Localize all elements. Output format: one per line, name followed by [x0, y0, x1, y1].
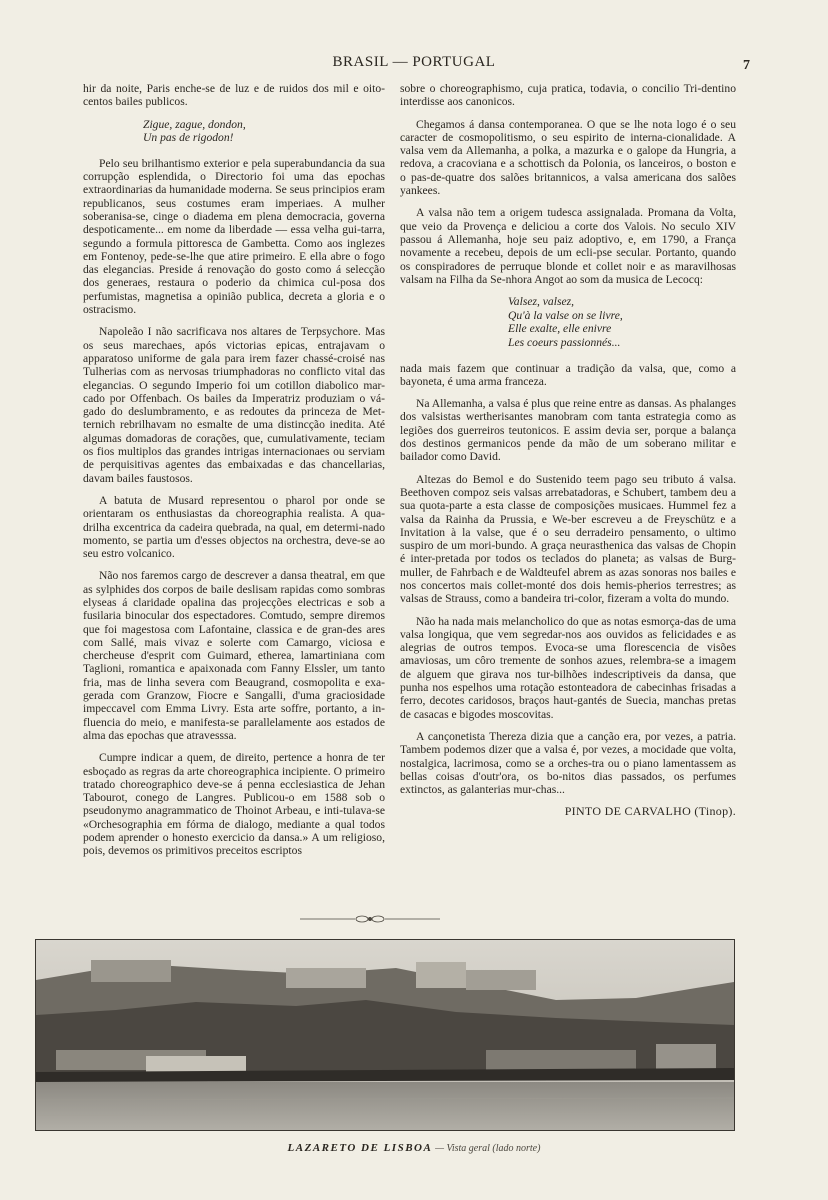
author-signature: PINTO DE CARVALHO (Tinop). [564, 804, 736, 819]
paragraph: A batuta de Musard representou o pharol por onde se orientaram os enthusiastas da choreographia realista. A qua-drilha excentrica da cadeira quebrada, na qual, em determi-nado momento, se partia um d'esses objectos na orchestra, deve-se ao seu estro volcanico. [83, 493, 385, 561]
verse-quote [400, 295, 736, 349]
caption-subtitle: — Vista geral (lado norte) [435, 1143, 541, 1154]
paragraph: Altezas do Bemol e do Sustenido teem pago seu tributo á valsa. Beethoven compoz seis valsas arrebatadoras, e Schubert, tambem deu a sua quota-parte a esta classe de composições musicaes. Hummel fez a valsa da Rainha da Prussia, e We-ber escreveu a de Freyschütz e a Invitation à la valse, que é o seu derradeiro pensamento, o ultimo suspiro de um mori-bundo. A graça neurasthenica das valsas de Chopin é inter-pretada por todos os teclados do planeta; as valsas de Burg-muller, de Fahrbach e de Waldteufel abrem as azas sonoras nos bailes e nos concertos mais collet-monté dos dois hemis-pherios terrestres; as valsas de Strauss, como a bandeira tri-color, fizeram a volta do mundo. [400, 472, 736, 606]
verse-line: Elle exalte, elle enivre [508, 322, 612, 336]
verse-line: Un pas de rigodon! [143, 131, 234, 145]
divider-ornament [300, 911, 440, 921]
paragraph: Na Allemanha, a valsa é plus que reine entre as dansas. As phalanges dos valsistas wertherisantes manobram com tanta estrategia como as legiões dos guerreiros teutonicos. E assim devia ser, porque a balança dos destinos germanicos pende da mão de um soberano militar e bailador como David. [400, 397, 737, 464]
verse-line: Zigue, zague, dondon, [143, 117, 246, 131]
verse-line: Valsez, valsez, [508, 295, 575, 309]
verse-quote [83, 118, 385, 145]
paragraph: hir da noite, Paris enche-se de luz e de ruidos dos mil e oito-centos bailes publicos. [83, 82, 385, 109]
verse-line: Les coeurs passionnés... [508, 335, 621, 349]
page-header-title: BRASIL — PORTUGAL [332, 54, 496, 70]
paragraph: Cumpre indicar a quem, de direito, pertence a honra de ter esboçado as regras da arte choreographica incipiente. O primeiro tratado choreographico deve-se á penna ecclesiastica de Jehan Tabourot, conego de Langres. Publicou-o em 1588 sob o pseudonymo anagrammatico de Thoinot Arbeau, e inti-tulava-se «Orchesographia em fórma de dialogo, mediante a qual todos podem aprender o honesto exercicio da dansa.» A um religioso, pois, devemos os primitivos preceitos escriptos [83, 751, 385, 858]
paragraph: A valsa não tem a origem tudesca assignalada. Promana da Volta, que veio da Provença e deliciou a corte dos Valois. No seculo XIV passou á Allemanha, hoje seu paiz adoptivo, e, em 1790, a França novamente a recebeu, depois de um ecli-pse secular. Portanto, quando os conspiradores de perruque blonde et collet noir e as maravilhosas valsam na Filha da Se-nhora Angot ao som da musica de Lecocq: [400, 206, 736, 286]
paragraph: A cançonetista Thereza dizia que a canção era, por vezes, a patria. Tambem podemos dizer que a valsa é, por vezes, a mocidade que volta, nostalgica, lacrimosa, como se a orches-tra ou o piano lamentassem as bellas coisas d'outr'ora, os bo-nitos dias passados, os perfumes extinctos, as galanterias mur-chas... [400, 729, 736, 797]
harbour-photograph [35, 939, 735, 1131]
right-column [400, 82, 736, 819]
photo-caption [0, 1142, 828, 1154]
paragraph: Não ha nada mais melancholico do que as notas esmorça-das de uma valsa longiqua, que vem segredar-nos aos ouvidos as felicidades e as alegrias de outros tempos. Evoca-se uma florescencia de visões amaviosas, um côro tremente de sonhos azues, relembra-se a imagem de alguem que girava nos tur-bilhões indescriptiveis da dansa, que punha nos espelhos uma rotação estonteadora de cabecinhas frisadas a ferro, decotes caridosos, braços haut-gantés de Suecia, manchas pretas de casacas e bigodes moscovitas. [400, 614, 736, 721]
paragraph: Chegamos á dansa contemporanea. O que se lhe nota logo é o seu caracter de cosmopolitismo, o seu espirito de interna-cionalidade. A valsa vem da Allemanha, a polka, a mazurka e o galope da Hungria, a redova, a cracoviana e a schottisch da Polonia, os lanceiros, o boston e o pas-de-quatre dos salões britannicos, a valsa americana dos salões yankees. [400, 117, 736, 198]
left-column [83, 82, 385, 867]
paragraph: nada mais fazem que continuar a tradição da valsa, que, como a bayoneta, é uma arma franceza. [400, 361, 736, 388]
page-header [0, 54, 828, 74]
paragraph: Pelo seu brilhantismo exterior e pela superabundancia da sua corrupção esplendida, o Directorio foi uma das epochas extraordinarias da humanidade moderna. Se seus principios eram republicanos, seus costumes eram imperiaes. A mulher soberanisa-se, cinge o diadema em plena democracia, governa despoticamente... em nome da liberdade — essa velha gui-tarra, segundo a formula pittoresca de Gambetta. Como aos inglezes em Fontenoy, pede-se-lhe que atire primeiro. E ella abre o fogo das elegancias. Preside á renovação do gosto como á selecção dos generaes, restaura o poderio da chimica cul-posa dos perfumistas, magnetisa a opinião publica, decreta a gloria e o ostracismo. [83, 156, 385, 317]
paragraph: sobre o choreographismo, cuja pratica, todavia, o concilio Tri-dentino interdisse aos canonicos. [400, 82, 736, 109]
page-number: 7 [743, 58, 750, 73]
paragraph: Napoleão I não sacrificava nos altares de Terpsychore. Mas os seus marechaes, após victorias epicas, entrajavam o apparatoso uniforme de gala para irem fazer chassé-croisé nas Tulherias com as nervosas triumphadoras no conflicto vital das elegancias. O segundo Imperio foi um cotillon diabolico mar-cado por Offenbach. Os bailes da Imperatriz produziam o vá-gado do deslumbramento, e as redoutes da princeza de Met-ternich rebrilhavam no esmalte de uma distincção inedita. Até algumas domadoras de corações, que, cumulativamente, teciam os fios multiplos das grandes intrigas internacionaes ou serviam de perquisitivas agentes das embaixadas e das chancellarias, davam bailes faustosos. [83, 325, 385, 485]
caption-title: LAZARETO DE LISBOA [287, 1142, 433, 1154]
paragraph: Não nos faremos cargo de descrever a dansa theatral, em que as sylphides dos corpos de baile deslisam rapidas como sombras elyseas á claridade opalina das projecções electricas e sob a fusilaria binocular dos espectadores. Comtudo, sempre diremos que foi magestosa com Lafontaine, classica e de gran-des ares com Sallé, mais vivaz e solerte com Camargo, viciosa e chercheuse d'esprit com Guimard, etherea, lamartiniana com Taglioni, romantica e apaixonada com Fanny Elssler, um tanto fria, mas de linha severa com Beaugrand, cosmopolita e exa-gerada com Granzow, Fiocre e Sangalli, d'uma graciosidade impeccavel com Emma Livry. Esta arte soffre, portanto, a in-fluencia do meio, e manifesta-se parallelamente aos estados de alma das epochas que atravesssa. [83, 569, 385, 742]
verse-line: Qu'à la valse on se livre, [508, 308, 623, 322]
